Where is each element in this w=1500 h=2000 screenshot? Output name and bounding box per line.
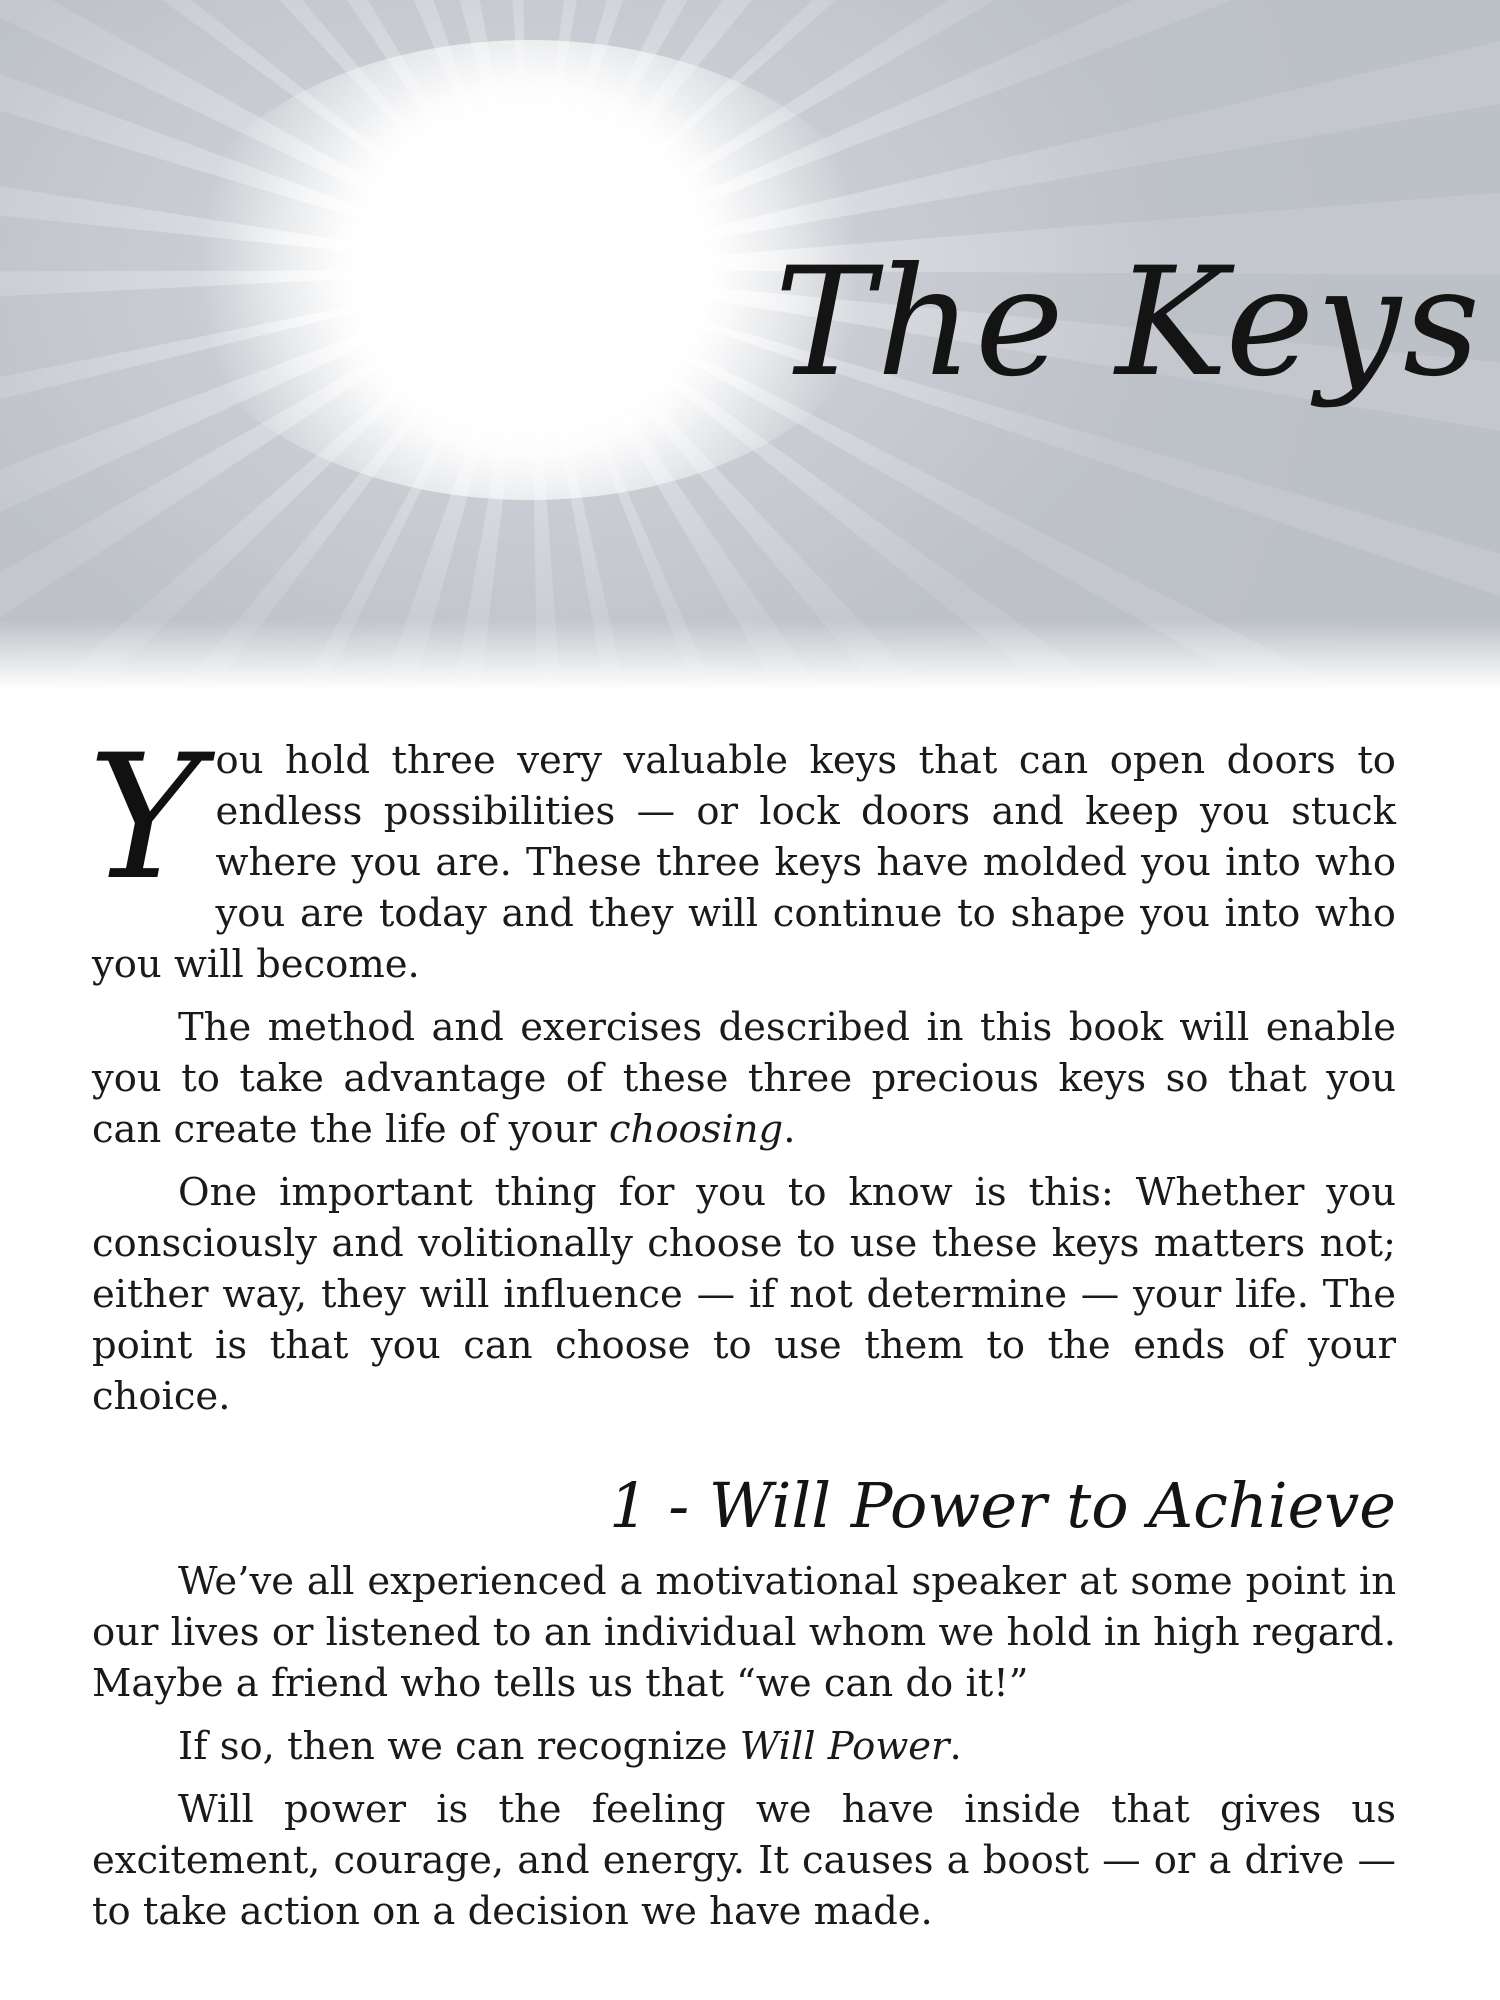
- intro-paragraph-2-end: .: [783, 1107, 796, 1152]
- header-light-burst: [0, 0, 1500, 690]
- section-paragraph-1: We’ve all experienced a motivational speaker at some point in our lives or listened to an individual whom we hold in high regard. Maybe a friend who tells us that “we can do it!”: [92, 1559, 1396, 1706]
- chapter-title: The Keys: [774, 236, 1482, 410]
- intro-paragraph-1: [88, 717, 1396, 990]
- section-paragraph-3: Will power is the feeling we have inside that gives us excitement, courage, and energy. It causes a boost — or a drive — to take action on a decision we have made.: [92, 1787, 1396, 1934]
- section-heading: 1 - Will Power to Achieve: [609, 1469, 1396, 1542]
- header-bottom-fade: [0, 620, 1500, 690]
- section-paragraph-2: [92, 1721, 1396, 1772]
- section-paragraph-2-emphasis: Will Power: [739, 1724, 950, 1769]
- intro-paragraph-2-text: The method and exercises described in this book will enable you to take advantage of these three precious keys so that you can create the life of your: [92, 1005, 1396, 1152]
- intro-paragraph-2-emphasis: choosing: [608, 1107, 784, 1152]
- section-paragraph-2-end: .: [949, 1724, 962, 1769]
- intro-paragraph-3: One important thing for you to know is this: Whether you consciously and volitionally choose to use these keys matters not; either way, they will influence — if not determine — your life. The point is that you can choose to use them to the ends of your choice.: [92, 1170, 1396, 1419]
- drop-cap: Y: [88, 717, 202, 918]
- intro-paragraph-1-text: ou hold three very valuable keys that can open doors to endless possibilities — or lock doors and keep you stuck where you are. These three keys have molded you into who you are today and they will continue to shape you into who you will become.: [92, 738, 1396, 987]
- section-paragraph-2-text: If so, then we can recognize: [178, 1724, 740, 1769]
- intro-paragraph-2: [92, 1002, 1396, 1155]
- body-text: [88, 717, 1396, 1949]
